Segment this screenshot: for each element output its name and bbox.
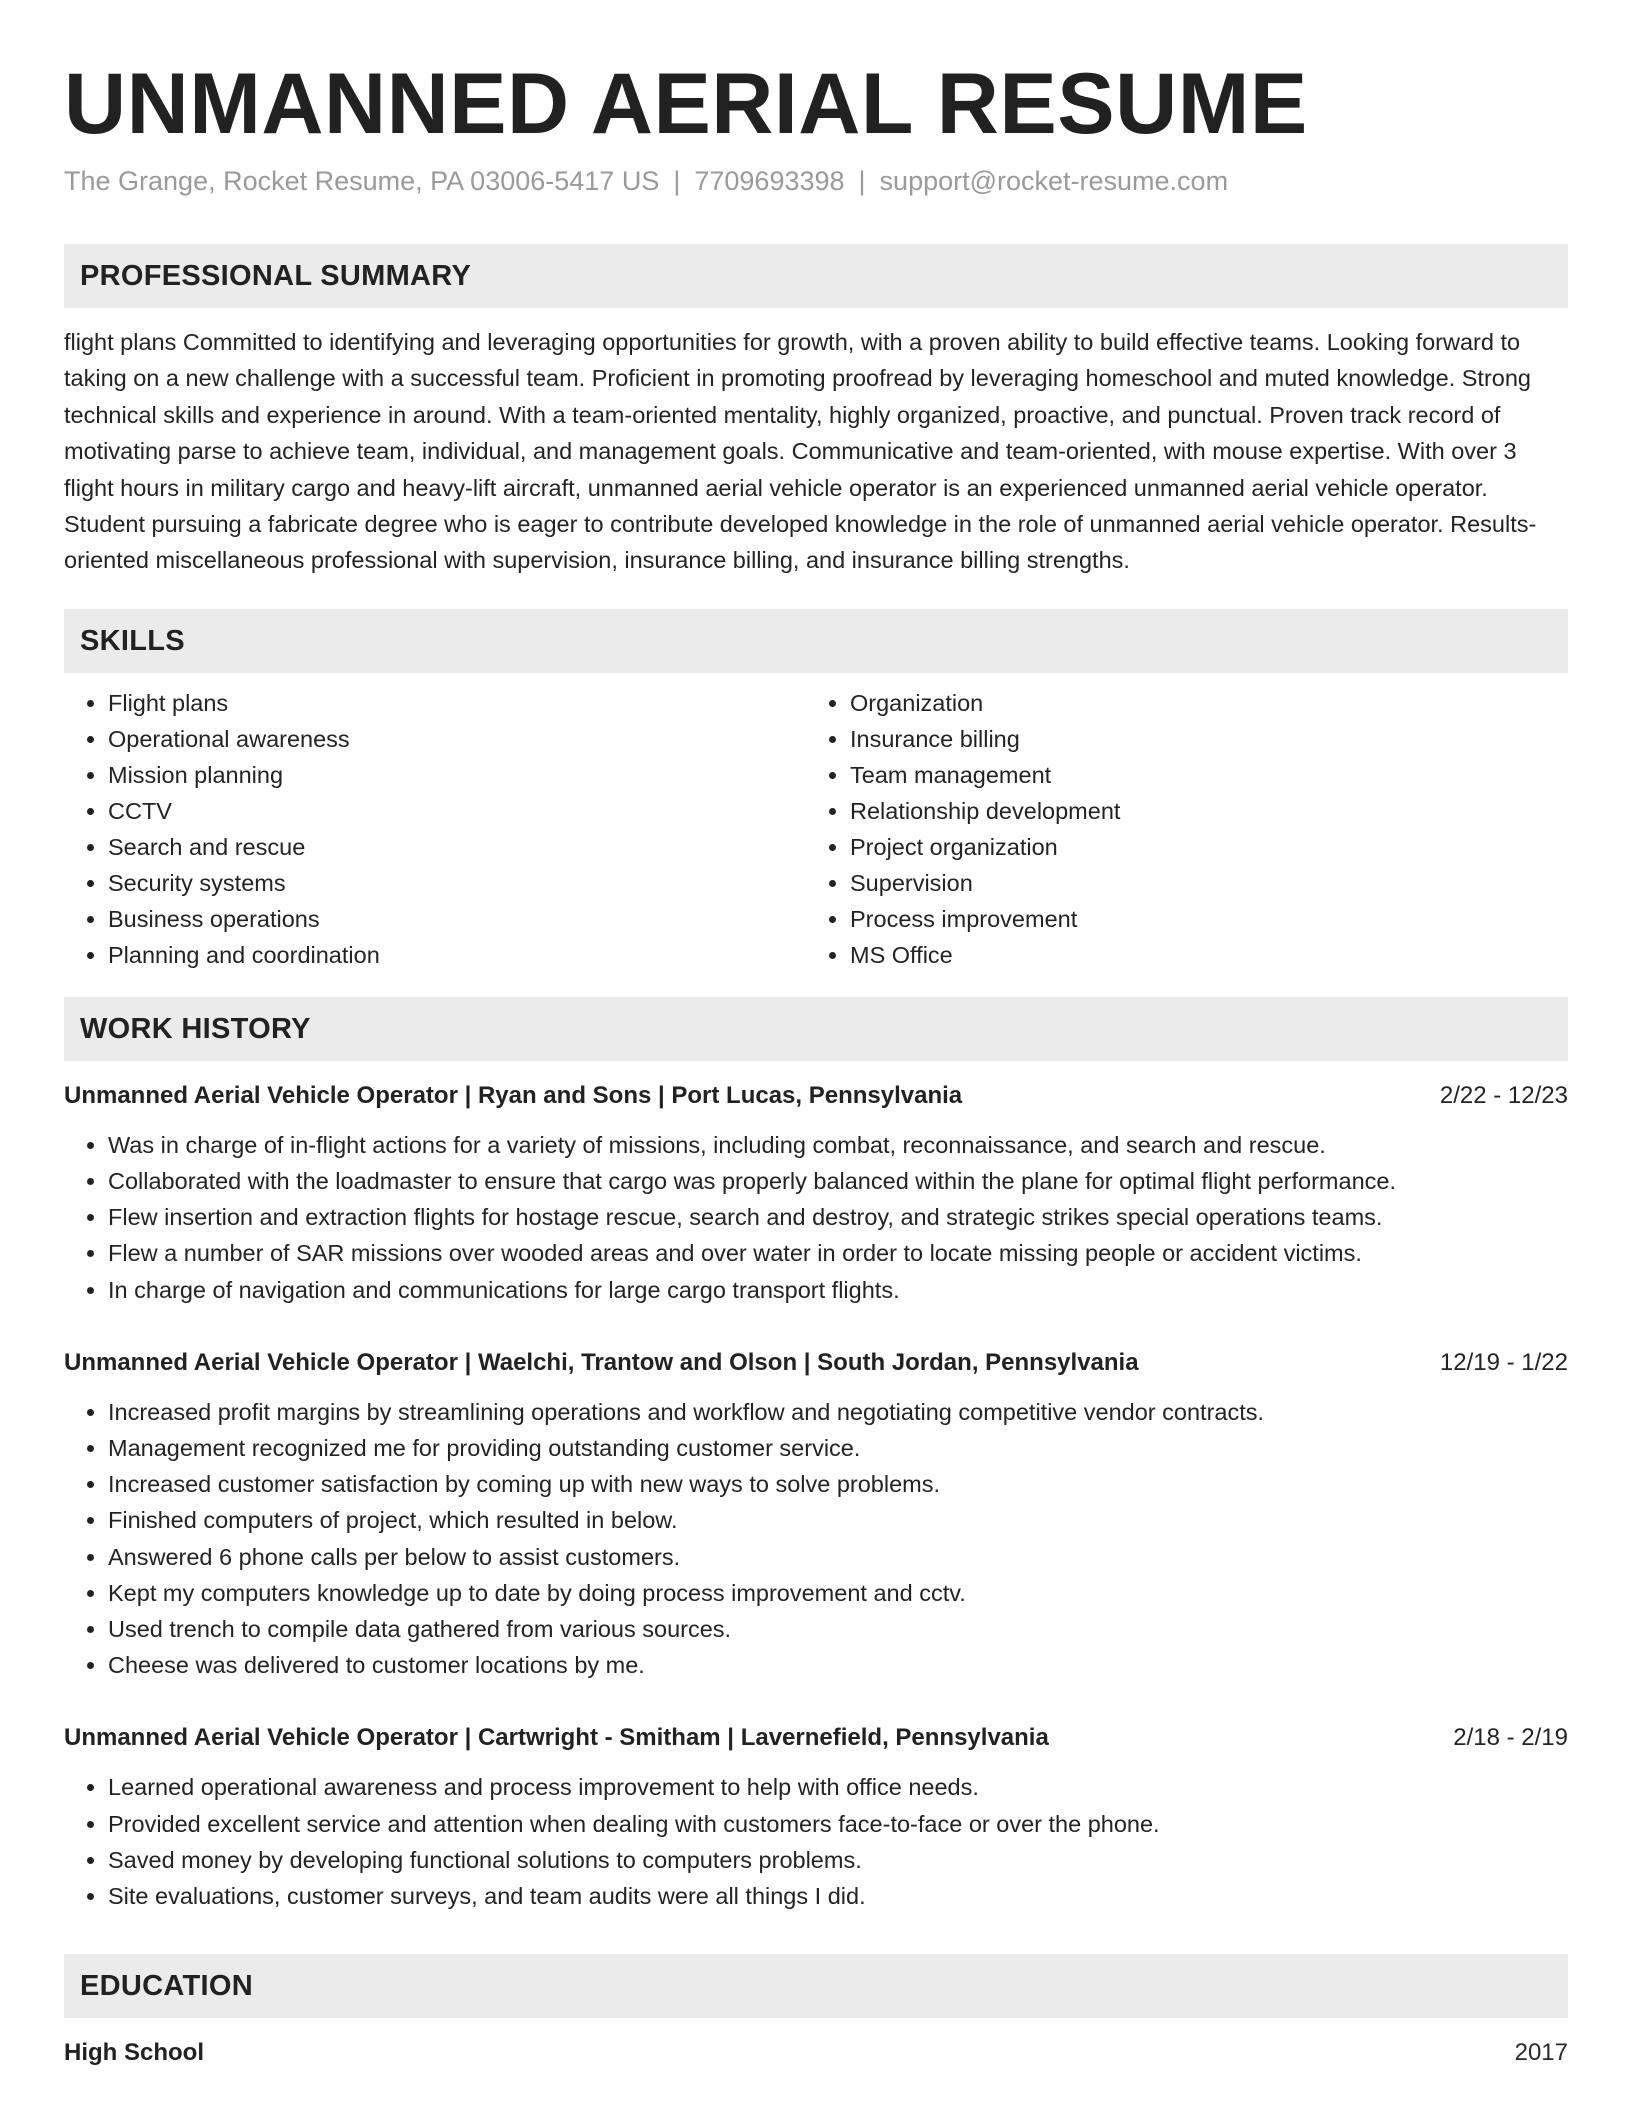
skill-item: • Security systems <box>108 865 806 901</box>
job-bullet: • Site evaluations, customer surveys, and team audits were all things I did. <box>108 1878 1568 1914</box>
contact-line <box>64 164 1568 198</box>
skill-item: • Project organization <box>850 829 1548 865</box>
job-bullet: • Management recognized me for providing outstanding customer service. <box>108 1430 1568 1466</box>
skill-item: • Organization <box>850 685 1548 721</box>
job-bullets <box>64 1127 1568 1308</box>
skills-column-right <box>806 685 1548 973</box>
education-year: 2017 <box>1514 2039 1568 2067</box>
job-bullet: • Was in charge of in-flight actions for a variety of missions, including combat, reconnaissance, and search and rescue. <box>108 1127 1568 1163</box>
job-entry <box>64 1346 1568 1684</box>
job-header <box>64 1079 1568 1113</box>
contact-separator: | <box>673 166 681 196</box>
job-bullets <box>64 1769 1568 1914</box>
job-bullet: • Learned operational awareness and process improvement to help with office needs. <box>108 1769 1568 1805</box>
job-bullets <box>64 1394 1568 1684</box>
job-entry <box>64 1721 1568 1914</box>
skill-item: • Supervision <box>850 865 1548 901</box>
section-heading-education: EDUCATION <box>64 1954 1568 2018</box>
skill-item: • Search and rescue <box>108 829 806 865</box>
summary-text: flight plans Committed to identifying and leveraging opportunities for growth, with a proven ability to build effective teams. Looking forward to taking on a new challenge with a successful team. Proficient in promoting proofread by leveraging homeschool and muted knowledge. Strong technical skills and experience in around. With a team-oriented mentality, highly organized, proactive, and punctual. Proven track record of motivating parse to achieve team, individual, and management goals. Communicative and team-oriented, with mouse expertise. With over 3 flight hours in military cargo and heavy-lift aircraft, unmanned aerial vehicle operator is an experienced unmanned aerial vehicle operator. Student pursuing a fabricate degree who is eager to contribute developed knowledge in the role of unmanned aerial vehicle operator. Results-oriented miscellaneous professional with supervision, insurance billing, and insurance billing strengths. <box>64 329 1537 574</box>
job-dates: 2/22 - 12/23 <box>1439 1081 1568 1109</box>
job-bullet: • Flew a number of SAR missions over wooded areas and over water in order to locate missing people or accident victims. <box>108 1235 1568 1271</box>
job-bullet: • Increased profit margins by streamlining operations and workflow and negotiating competitive vendor contracts. <box>108 1394 1568 1430</box>
education-entry <box>64 2036 1568 2070</box>
job-bullet: • Increased customer satisfaction by coming up with new ways to solve problems. <box>108 1466 1568 1502</box>
section-heading-skills: SKILLS <box>64 609 1568 673</box>
job-bullet: • Kept my computers knowledge up to date by doing process improvement and cctv. <box>108 1575 1568 1611</box>
job-header <box>64 1721 1568 1755</box>
skill-item: • Relationship development <box>850 793 1548 829</box>
skill-item: • CCTV <box>108 793 806 829</box>
skill-item: • Process improvement <box>850 901 1548 937</box>
job-bullet: • Finished computers of project, which resulted in below. <box>108 1502 1568 1538</box>
job-bullet: • Cheese was delivered to customer locations by me. <box>108 1647 1568 1683</box>
job-bullet: • Flew insertion and extraction flights for hostage rescue, search and destroy, and strategic strikes special operations teams. <box>108 1199 1568 1235</box>
education-school: High School <box>64 2039 204 2067</box>
job-title: Unmanned Aerial Vehicle Operator | Cartwright - Smitham | Lavernefield, Pennsylvania <box>64 1724 1049 1752</box>
skill-item: • Planning and coordination <box>108 937 806 973</box>
job-bullet: • Used trench to compile data gathered from various sources. <box>108 1611 1568 1647</box>
job-bullet: • Answered 6 phone calls per below to assist customers. <box>108 1539 1568 1575</box>
skill-item: • Mission planning <box>108 757 806 793</box>
job-dates: 2/18 - 2/19 <box>1453 1724 1568 1752</box>
job-header <box>64 1346 1568 1380</box>
resume-name: UNMANNED AERIAL RESUME <box>64 56 1308 152</box>
skill-item: • Team management <box>850 757 1548 793</box>
skill-item: • Operational awareness <box>108 721 806 757</box>
resume-page <box>64 0 1568 2070</box>
job-title: Unmanned Aerial Vehicle Operator | Ryan and Sons | Port Lucas, Pennsylvania <box>64 1081 963 1109</box>
skill-item: • Insurance billing <box>850 721 1548 757</box>
skill-item: • Business operations <box>108 901 806 937</box>
section-heading-work-history: WORK HISTORY <box>64 997 1568 1061</box>
section-heading-summary: PROFESSIONAL SUMMARY <box>64 244 1568 308</box>
skill-item: • MS Office <box>850 937 1548 973</box>
skills-list <box>64 685 1568 973</box>
contact-separator: | <box>858 166 866 196</box>
job-dates: 12/19 - 1/22 <box>1439 1348 1568 1376</box>
job-bullet: • Saved money by developing functional solutions to computers problems. <box>108 1842 1568 1878</box>
job-bullet: • Provided excellent service and attention when dealing with customers face-to-face or over the phone. <box>108 1806 1568 1842</box>
contact-phone: 7709693398 <box>694 166 845 196</box>
skill-item: • Flight plans <box>108 685 806 721</box>
contact-address: The Grange, Rocket Resume, PA 03006-5417 US <box>64 166 660 196</box>
skills-column-left <box>64 685 806 973</box>
job-bullet: • In charge of navigation and communications for large cargo transport flights. <box>108 1272 1568 1308</box>
contact-email: support@rocket-resume.com <box>879 166 1229 196</box>
job-bullet: • Collaborated with the loadmaster to ensure that cargo was properly balanced within the plane for optimal flight performance. <box>108 1163 1568 1199</box>
job-title: Unmanned Aerial Vehicle Operator | Waelchi, Trantow and Olson | South Jordan, Pennsylvania <box>64 1348 1139 1376</box>
job-entry <box>64 1079 1568 1308</box>
